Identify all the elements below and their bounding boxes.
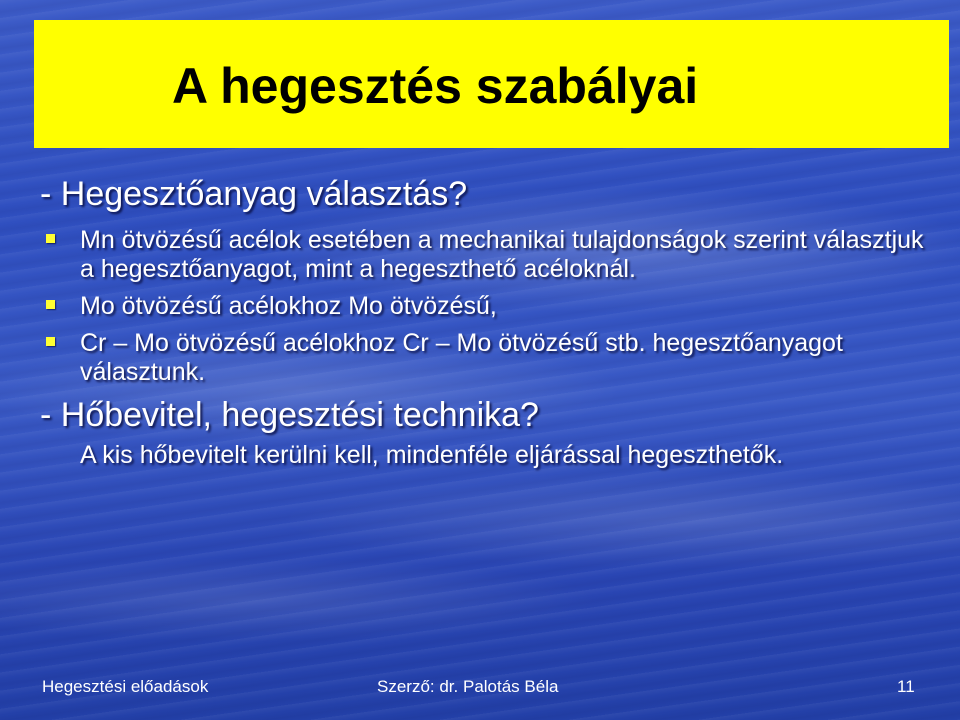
- bullet-item-cr-mo: [40, 329, 940, 387]
- footer-page-number: 11: [897, 677, 915, 696]
- bullet-item-mn: [40, 226, 940, 284]
- bullet-item-mo: [40, 292, 940, 321]
- footer-left: Hegesztési előadások: [42, 677, 209, 696]
- section-heading-heat-input: - Hőbevitel, hegesztési technika?: [40, 396, 539, 434]
- square-bullet-icon: [46, 300, 55, 309]
- footer-author: Szerző: dr. Palotás Béla: [377, 677, 559, 696]
- square-bullet-icon: [46, 234, 55, 243]
- section-heading-filler-metal: - Hegesztőanyag választás?: [40, 175, 468, 213]
- slide-content: [40, 174, 940, 470]
- square-bullet-icon: [46, 337, 55, 346]
- bullet-text: Mo ötvözésű acélokhoz Mo ötvözésű,: [80, 292, 497, 320]
- bullet-text: Mn ötvözésű acélok esetében a mechanikai tulajdonságok szerint választjuk a hegesztőanyagot, mint a hegeszthető acéloknál.: [80, 226, 924, 283]
- bullet-text: Cr – Mo ötvözésű acélokhoz Cr – Mo ötvözésű stb. hegesztőanyagot választunk.: [80, 329, 843, 386]
- slide-title: A hegesztés szabályai: [172, 58, 699, 114]
- section-text-heat-input: A kis hőbevitelt kerülni kell, mindenféle eljárással hegeszthetők.: [80, 441, 784, 469]
